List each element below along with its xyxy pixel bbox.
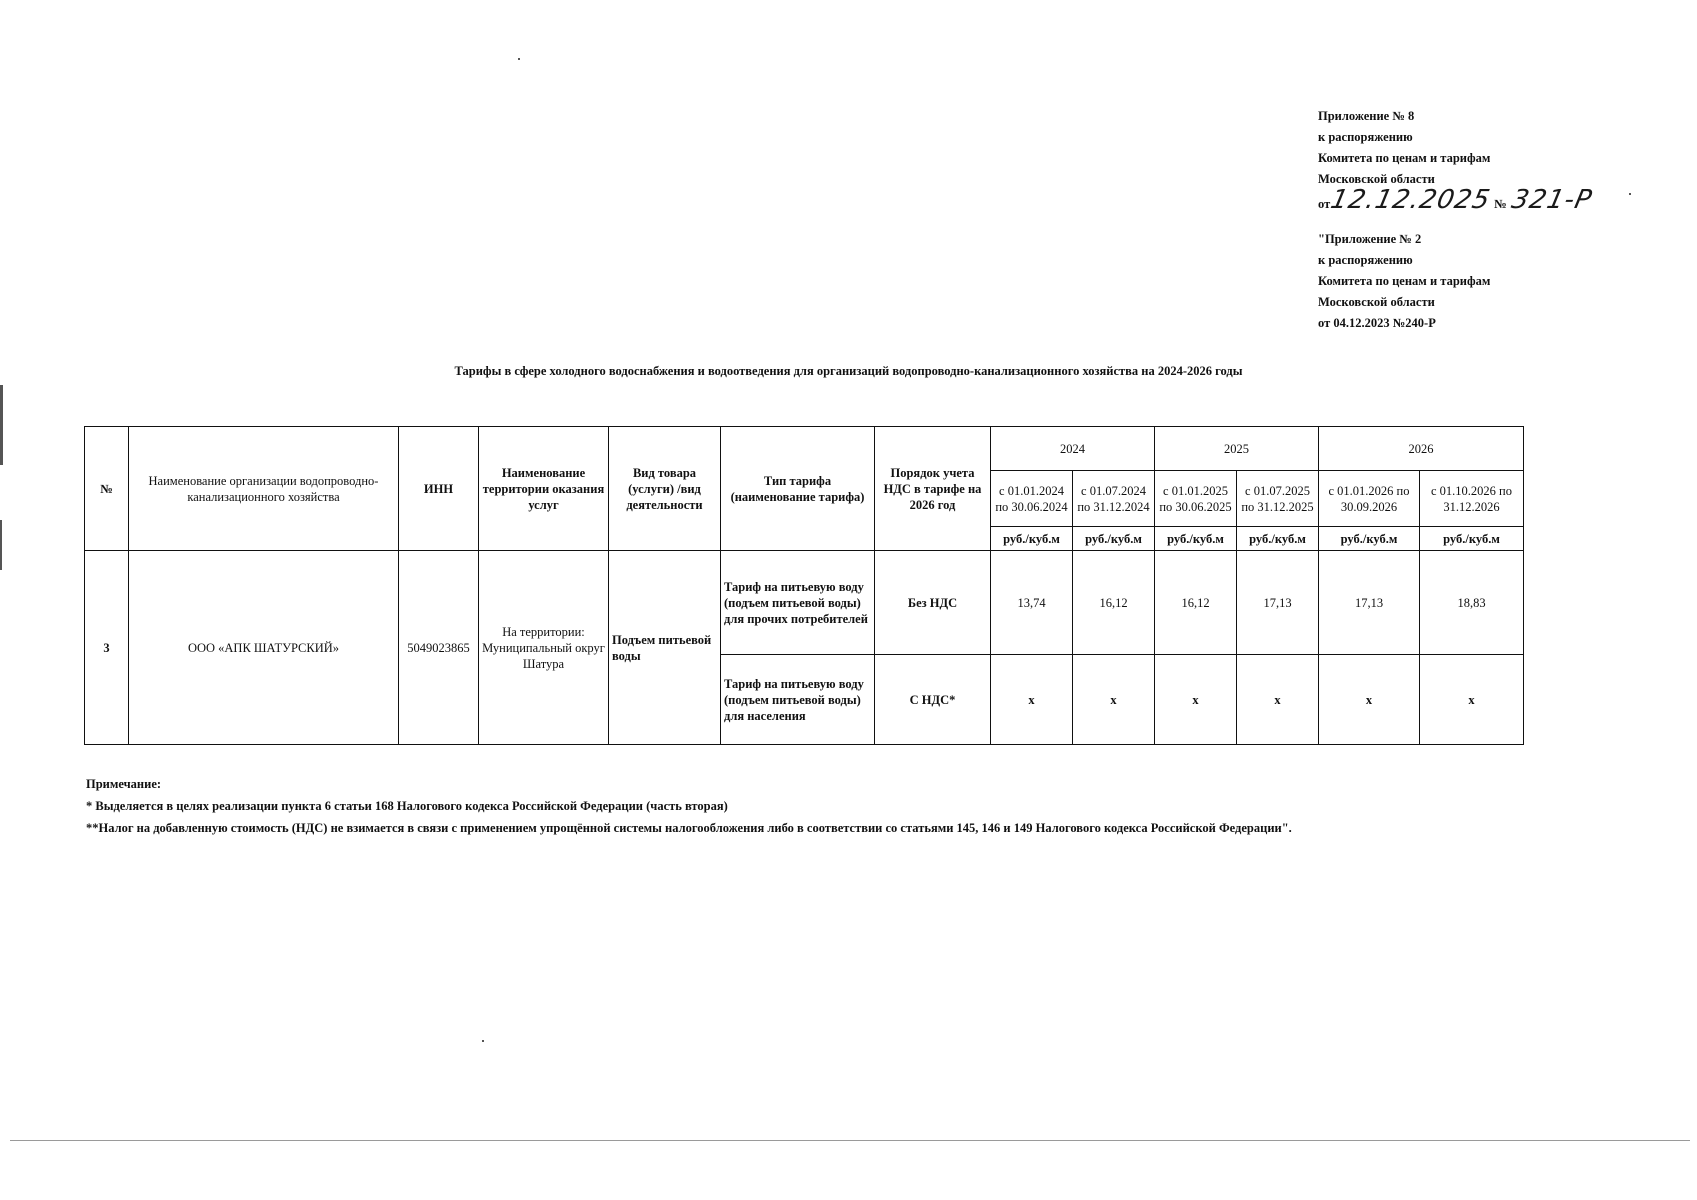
appendix-8-line1: к распоряжению [1318, 130, 1413, 144]
scan-edge-mark [0, 385, 3, 465]
row-num: 3 [85, 551, 129, 745]
tariff-table [84, 426, 1524, 745]
number-sign: № [1494, 197, 1507, 211]
appendix-header [1318, 106, 1618, 334]
tariff-value: 17,13 [1237, 551, 1319, 655]
notes-heading: Примечание: [86, 777, 162, 791]
header-period: с 01.01.2024 по 30.06.2024 [991, 471, 1073, 527]
scan-dot [1629, 193, 1631, 195]
header-org-name: Наименование организации водопроводно-канализационного хозяйства [129, 427, 399, 551]
table-row [85, 551, 1524, 655]
header-inn: ИНН [399, 427, 479, 551]
appendix-2-title: "Приложение № 2 [1318, 232, 1422, 246]
tariff-value: х [991, 655, 1073, 745]
header-period: с 01.07.2024 по 31.12.2024 [1073, 471, 1155, 527]
notes-section [86, 773, 1292, 839]
appendix-2-line1: к распоряжению [1318, 253, 1413, 267]
scan-dot [482, 1040, 484, 1042]
header-unit: руб./куб.м [1237, 527, 1319, 551]
row-tariff-type: Тариф на питьевую воду (подъем питьевой воды) для прочих потребителей [721, 551, 875, 655]
row-inn: 5049023865 [399, 551, 479, 745]
row-territory: На территории: Муниципальный округ Шатура [479, 551, 609, 745]
header-period: с 01.01.2025 по 30.06.2025 [1155, 471, 1237, 527]
tariff-value: х [1420, 655, 1524, 745]
header-tariff-type: Тип тарифа (наименование тарифа) [721, 427, 875, 551]
tariff-value: 16,12 [1155, 551, 1237, 655]
header-unit: руб./куб.м [1155, 527, 1237, 551]
header-territory: Наименование территории оказания услуг [479, 427, 609, 551]
tariff-value: 18,83 [1420, 551, 1524, 655]
appendix-2-line2: Комитета по ценам и тарифам [1318, 274, 1491, 288]
appendix-2-line4: от 04.12.2023 №240-Р [1318, 316, 1436, 330]
appendix-8-title: Приложение № 8 [1318, 109, 1415, 123]
tariff-value: 17,13 [1319, 551, 1420, 655]
appendix-2-line3: Московской области [1318, 295, 1435, 309]
tariff-value: 16,12 [1073, 551, 1155, 655]
scan-edge-mark [0, 520, 2, 570]
header-unit: руб./куб.м [1319, 527, 1420, 551]
header-period: с 01.07.2025 по 31.12.2025 [1237, 471, 1319, 527]
header-year-2026: 2026 [1319, 427, 1524, 471]
header-unit: руб./куб.м [1420, 527, 1524, 551]
tariff-value: х [1073, 655, 1155, 745]
appendix-8-line3: Московской области [1318, 172, 1435, 186]
appendix-8-line2: Комитета по ценам и тарифам [1318, 151, 1491, 165]
appendix-8-date-prefix: от [1318, 197, 1331, 211]
appendix-8-date-line [1318, 185, 1618, 215]
row-tariff-type: Тариф на питьевую воду (подъем питьевой воды) для населения [721, 655, 875, 745]
handwritten-number: 321-Р [1508, 185, 1595, 215]
header-period: с 01.01.2026 по 30.09.2026 [1319, 471, 1420, 527]
header-period: с 01.10.2026 по 31.12.2026 [1420, 471, 1524, 527]
header-service: Вид товара (услуги) /вид деятельности [609, 427, 721, 551]
tariff-value: х [1237, 655, 1319, 745]
row-service: Подъем питьевой воды [609, 551, 721, 745]
tariff-value: 13,74 [991, 551, 1073, 655]
header-vat-order: Порядок учета НДС в тарифе на 2026 год [875, 427, 991, 551]
document-title: Тарифы в сфере холодного водоснабжения и водоотведения для организаций водопроводно-канализационного хозяйства на 2024-2026 годы [454, 364, 1243, 378]
handwritten-date: 12.12.2025 [1328, 185, 1494, 215]
row-org-name: ООО «АПК ШАТУРСКИЙ» [129, 551, 399, 745]
scan-bottom-line [10, 1140, 1690, 1141]
header-year-2024: 2024 [991, 427, 1155, 471]
header-num: № [85, 427, 129, 551]
scan-dot [518, 58, 520, 60]
header-unit: руб./куб.м [1073, 527, 1155, 551]
row-vat: С НДС* [875, 655, 991, 745]
appendix-gap [1318, 215, 1618, 229]
note-1: * Выделяется в целях реализации пункта 6 статьи 168 Налогового кодекса Российской Федерации (часть вторая) [86, 799, 728, 813]
tariff-value: х [1319, 655, 1420, 745]
header-unit: руб./куб.м [991, 527, 1073, 551]
header-year-2025: 2025 [1155, 427, 1319, 471]
row-vat: Без НДС [875, 551, 991, 655]
note-2: **Налог на добавленную стоимость (НДС) не взимается в связи с применением упрощённой системы налогообложения либо в соответствии со статьями 145, 146 и 149 Налогового кодекса Российской Федерации". [86, 821, 1292, 835]
tariff-value: х [1155, 655, 1237, 745]
header-row-years [85, 427, 1524, 471]
